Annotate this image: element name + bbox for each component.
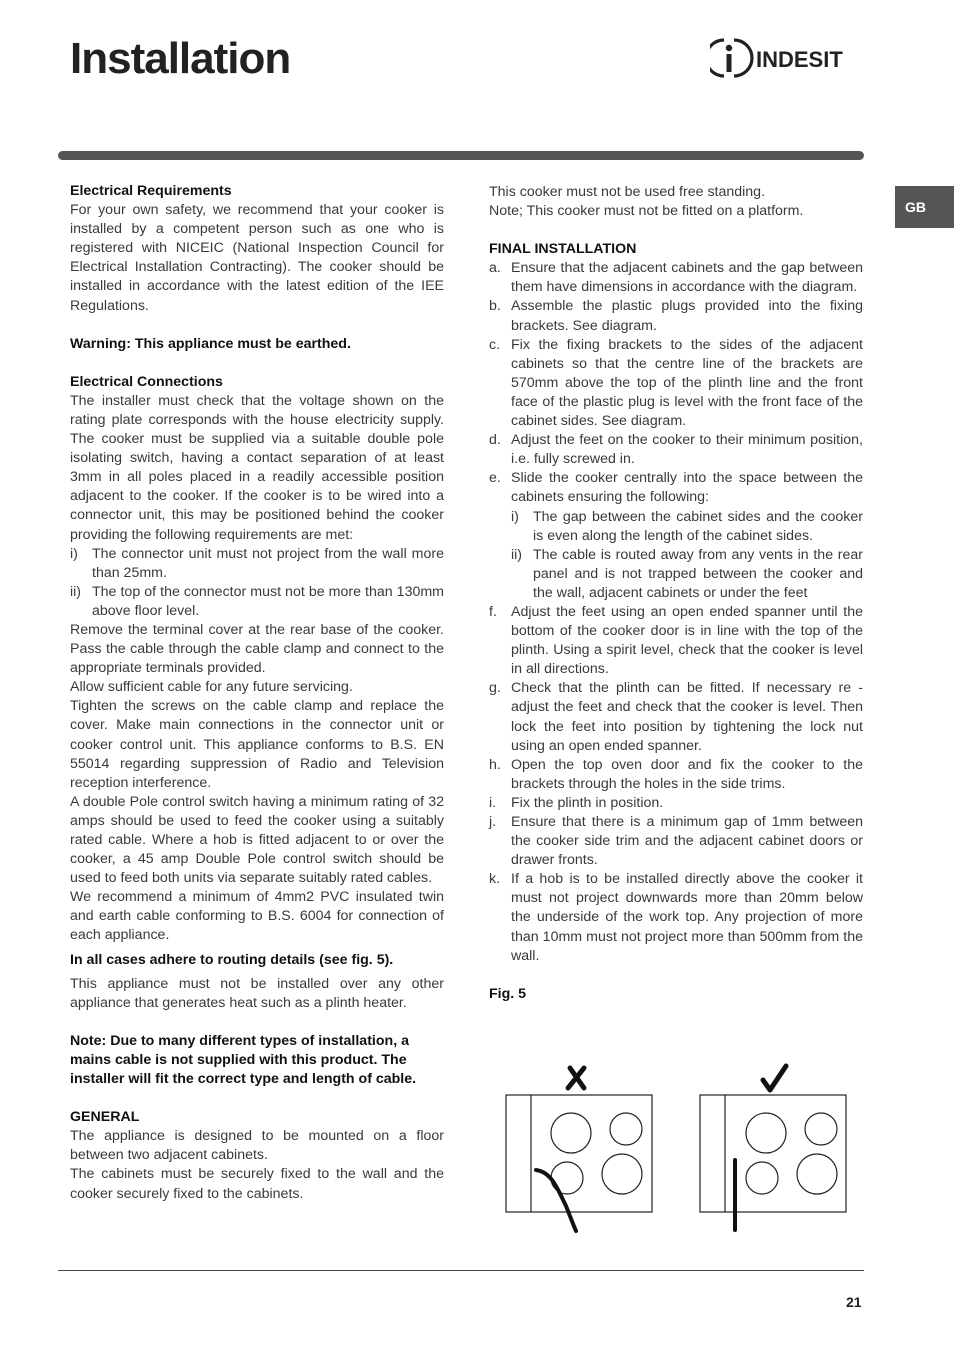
list-item [489, 756, 863, 794]
language-tab: GB [895, 186, 954, 228]
list-marker: ii) [70, 583, 82, 600]
list-text: The cable is routed away from any vents in the rear panel and is not trapped between the cooker and the wall, adjacent cabinets or under the feet [533, 546, 863, 601]
list-text: Fix the plinth in position. [511, 794, 664, 811]
list-item [489, 297, 863, 335]
electrical-connections-heading: Electrical Connections [70, 373, 223, 390]
list-item [489, 794, 863, 813]
tighten-screws-text: Tighten the screws on the cable clamp and replace the cover. Make main connections in the connector unit or cooker control unit. This appliance conforms to B.S. EN 55014 regarding suppression of Radio and Television reception interference. [70, 698, 444, 791]
list-text: Ensure that the adjacent cabinets and the gap between them have dimensions in accordance with the diagram. [511, 260, 863, 296]
free-standing-text: This cooker must not be used free standing. [489, 184, 766, 200]
list-item [489, 336, 863, 431]
list-text: Ensure that there is a minimum gap of 1mm between the cooker side trim and the adjacent cabinet doors or drawer fronts. [511, 814, 863, 869]
list-item [489, 469, 863, 507]
list-text: Adjust the feet using an open ended spanner until the bottom of the cooker door is in line with the top of the plinth. Using a spirit level, check that the cooker is level in all directions. [511, 603, 863, 678]
mains-cable-note: Note: Due to many different types of installation, a mains cable is not supplied with this product. The installer will fit the correct type and length of cable. [70, 1032, 417, 1088]
list-marker: h. [489, 756, 501, 773]
list-marker: i) [70, 545, 78, 562]
list-text: Assemble the plastic plugs provided into the fixing brackets. See diagram. [511, 298, 863, 334]
list-item [489, 870, 863, 965]
page-title: Installation [70, 34, 291, 83]
list-marker: b. [489, 298, 501, 315]
list-item [70, 583, 444, 621]
electrical-connections-text: The installer must check that the voltage shown on the rating plate corresponds with the house electricity supply. The cooker must be supplied via a suitable double pole isolating switch, having a contact separation of at least 3mm in all poles placed in a readily accessible position adjacent to the cooker. If the cooker is to be wired into a connector unit, this may be positioned behind the cooker providing the following requirements are met: [70, 392, 444, 543]
list-marker: i) [511, 508, 519, 525]
sub-list-item [489, 546, 863, 603]
figure-label: Fig. 5 [489, 985, 527, 1002]
list-marker: e. [489, 470, 501, 487]
right-column [489, 183, 863, 1004]
heat-appliance-text: This appliance must not be installed over any other appliance that generates heat such as a plinth heater. [70, 975, 444, 1011]
list-item [489, 679, 863, 755]
brand-name: INDESIT [756, 47, 843, 72]
list-marker: d. [489, 432, 501, 449]
incorrect-installation-diagram [506, 1095, 652, 1231]
indesit-logo-mark [710, 34, 866, 80]
general-text-1: The appliance is designed to be mounted on a floor between two adjacent cabinets. [70, 1128, 444, 1164]
list-marker: a. [489, 260, 501, 277]
list-text: The gap between the cabinet sides and the cooker is even along the length of the cabinet sides. [533, 508, 863, 544]
electrical-requirements-heading: Electrical Requirements [70, 183, 232, 199]
list-text: Slide the cooker centrally into the space between the cabinets ensuring the following: [511, 470, 863, 506]
final-installation-heading: FINAL INSTALLATION [489, 241, 637, 258]
sub-list-item [489, 508, 863, 546]
list-text: Check that the plinth can be fitted. If necessary re - adjust the feet and check that the cooker is level. Then lock the feet into position by tightening the lock nut using an open ended spanner. [511, 680, 863, 754]
cable-recommendation-text: We recommend a minimum of 4mm2 PVC insulated twin and earth cable conforming to B.S. 6004 for connection of each appliance. [70, 889, 444, 944]
allow-cable-text: Allow sufficient cable for any future servicing. [70, 679, 353, 696]
left-column [70, 182, 444, 1204]
list-marker: k. [489, 871, 501, 888]
list-marker: f. [489, 603, 497, 620]
list-item [489, 813, 863, 870]
platform-note: Note; This cooker must not be fitted on a platform. [489, 203, 804, 220]
header-rule [58, 151, 864, 160]
list-item [489, 431, 863, 469]
remove-cover-text: Remove the terminal cover at the rear base of the cooker. Pass the cable through the cable clamp and connect to the appropriate terminals provided. [70, 621, 444, 677]
list-marker: ii) [511, 546, 523, 563]
electrical-requirements-text: For your own safety, we recommend that your cooker is installed by a competent person such as one who is registered with NICEIC (National Inspection Council for Electrical Installation Contracting). The cooker should be installed in accordance with the latest edition of the IEE Regulations. [70, 202, 444, 314]
cross-icon [568, 1068, 584, 1088]
list-text: Fix the fixing brackets to the sides of the adjacent cabinets so that the centre line of the brackets are 570mm above the top of the plinth line and the front face of the plastic plug is level with the front face of the cabinet sides. See diagram. [511, 336, 863, 430]
list-marker: g. [489, 680, 501, 697]
correct-installation-diagram [700, 1095, 846, 1230]
general-text-2: The cabinets must be securely fixed to the wall and the cooker securely fixed to the cabinets. [70, 1166, 444, 1202]
list-marker: j. [489, 814, 497, 830]
routing-note: In all cases adhere to routing details (see fig. 5). [70, 951, 394, 968]
list-text: The top of the connector must not be more than 130mm above floor level. [92, 583, 444, 619]
list-item [489, 259, 863, 297]
earthed-warning: Warning: This appliance must be earthed. [70, 335, 351, 352]
list-item [489, 603, 863, 679]
list-marker: c. [489, 336, 501, 353]
list-text: Open the top oven door and fix the cooker to the brackets through the holes in the side trims. [511, 756, 863, 792]
indesit-logo [710, 34, 866, 85]
figure-5 [500, 1060, 860, 1245]
list-text: If a hob is to be installed directly above the cooker it must not project downwards more than 20mm below the underside of the work top. Any projection of more than 10mm must not project more than 500mm from the wall. [511, 871, 863, 964]
double-pole-text: A double Pole control switch having a minimum rating of 32 amps should be used to feed the cooker using a suitably rated cable. Where a hob is fitted adjacent to or over the cooker, a 45 amp Double Pole control switch should be used to feed both units via separate suitably rated cables. [70, 793, 444, 887]
page-number: 21 [846, 1294, 862, 1310]
general-heading: GENERAL [70, 1109, 140, 1126]
footer-rule [58, 1270, 864, 1271]
checkmark-icon [763, 1066, 786, 1090]
list-text: Adjust the feet on the cooker to their minimum position, i.e. fully screwed in. [511, 432, 863, 468]
list-item [70, 545, 444, 583]
list-marker: i. [489, 794, 497, 811]
list-text: The connector unit must not project from the wall more than 25mm. [92, 545, 444, 581]
